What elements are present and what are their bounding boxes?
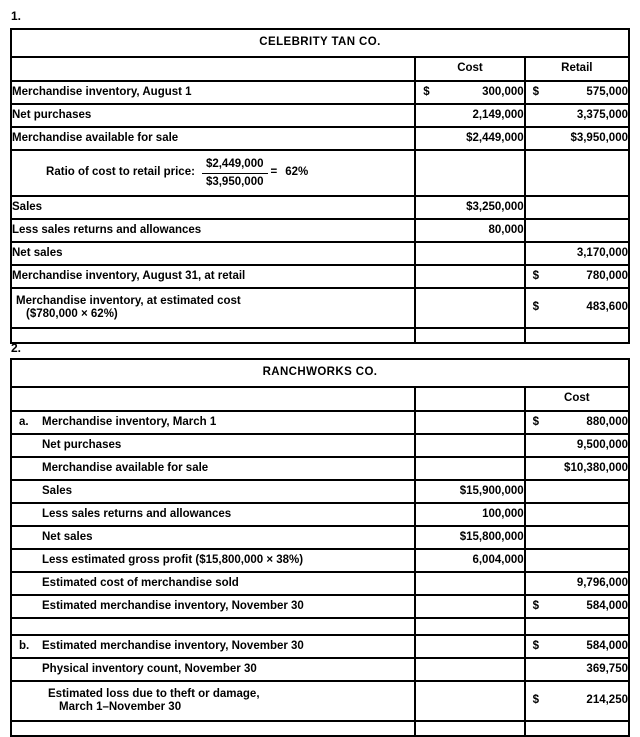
- table-row: [11, 457, 629, 480]
- row-mid-value: [415, 572, 524, 595]
- column-header-mid-blank: [415, 387, 524, 411]
- column-header-blank: [11, 387, 415, 411]
- row-cost-value: [525, 480, 629, 503]
- row-mid-value: [415, 658, 524, 681]
- table-row: [11, 411, 629, 434]
- row-cost-value: [525, 635, 629, 658]
- amount: 2,149,000: [472, 108, 524, 121]
- row-mid-value: [415, 434, 524, 457]
- row-mid-value: [415, 681, 524, 721]
- row-cost-value: [525, 658, 629, 681]
- row-label-text: Merchandise available for sale: [42, 461, 209, 474]
- amount: 214,250: [586, 694, 628, 707]
- row-retail-value: [525, 81, 629, 104]
- row-label-text: Net sales: [42, 530, 93, 543]
- row-label: [11, 434, 415, 457]
- row-marker: b.: [19, 639, 30, 652]
- row-cost-value: [415, 288, 524, 328]
- row-label: Net purchases: [11, 104, 415, 127]
- table-row: [11, 658, 629, 681]
- dollar-sign: $: [532, 639, 540, 652]
- problem-1-number: 1.: [11, 9, 22, 23]
- table-row-estimated-cost: [11, 288, 629, 328]
- row-cost-value: [525, 411, 629, 434]
- table-spacer-row: [11, 618, 629, 635]
- dollar-sign: $: [532, 85, 540, 98]
- table-1-title: CELEBRITY TAN CO.: [11, 29, 629, 57]
- table-row: [11, 81, 629, 104]
- amount: $10,380,000: [564, 461, 628, 474]
- table-row: [11, 127, 629, 150]
- column-header-cost: Cost: [525, 387, 629, 411]
- row-cost-value: [525, 434, 629, 457]
- dollar-sign: $: [532, 694, 540, 707]
- row-mid-value: [415, 457, 524, 480]
- amount: 9,796,000: [576, 576, 628, 589]
- dollar-sign: $: [423, 85, 430, 98]
- amount: 9,500,000: [576, 438, 628, 451]
- amount: 483,600: [586, 301, 628, 314]
- row-marker: a.: [19, 415, 29, 428]
- table-row: [11, 549, 629, 572]
- row-cost-value: [415, 127, 524, 150]
- table-row: [11, 434, 629, 457]
- table-row: [11, 572, 629, 595]
- row-label: Merchandise inventory, August 31, at retail: [11, 265, 415, 288]
- ratio-row: [11, 150, 629, 196]
- row-cost-value: [415, 150, 524, 196]
- row-label: [11, 288, 415, 328]
- row-label: [11, 480, 415, 503]
- row-label-line-1: Estimated loss due to theft or damage,: [48, 687, 260, 700]
- amount: $3,950,000: [570, 131, 628, 144]
- table-title-row: [11, 359, 629, 387]
- problem-2-number: 2.: [11, 341, 22, 355]
- ratio-label: Ratio of cost to retail price:: [46, 166, 195, 179]
- row-retail-value: [525, 219, 629, 242]
- row-mid-value: [415, 411, 524, 434]
- row-label: [11, 526, 415, 549]
- row-cost-value: [415, 81, 524, 104]
- table-title-row: [11, 29, 629, 57]
- row-label: Merchandise available for sale: [11, 127, 415, 150]
- row-cost-value: [525, 526, 629, 549]
- row-label-line-2: March 1–November 30: [59, 701, 182, 713]
- empty-cell: [11, 618, 415, 635]
- table-row: [11, 595, 629, 618]
- amount: 584,000: [586, 599, 628, 612]
- row-cost-value: [415, 242, 524, 265]
- amount: 780,000: [586, 269, 628, 282]
- row-label-line-1: Merchandise inventory, at estimated cost: [16, 294, 241, 307]
- dollar-sign: $: [532, 301, 540, 314]
- row-retail-value: [525, 127, 629, 150]
- row-label: Sales: [11, 196, 415, 219]
- row-label: [11, 572, 415, 595]
- column-header-retail: Retail: [525, 57, 629, 81]
- row-cost-value: [525, 549, 629, 572]
- row-label: [11, 503, 415, 526]
- row-retail-value: [525, 150, 629, 196]
- row-mid-value: $15,900,000: [415, 480, 524, 503]
- table-empty-row: [11, 328, 629, 343]
- row-cost-value: [525, 595, 629, 618]
- row-cost-value: [415, 265, 524, 288]
- amount: $2,449,000: [466, 131, 524, 144]
- amount: 80,000: [488, 223, 524, 236]
- ratio-result: 62%: [285, 166, 309, 179]
- fraction-denominator: $3,950,000: [202, 173, 268, 189]
- row-label-text: Estimated merchandise inventory, November 30: [42, 639, 304, 652]
- table-row: [11, 196, 629, 219]
- table-row: [11, 480, 629, 503]
- row-label: [11, 658, 415, 681]
- amount: 584,000: [586, 639, 628, 652]
- table-row-estimated-loss: [11, 681, 629, 721]
- empty-cell: [11, 721, 415, 736]
- empty-cell: [525, 328, 629, 343]
- row-cost-value: [415, 104, 524, 127]
- dollar-sign: $: [532, 599, 540, 612]
- row-label: Merchandise inventory, August 1: [11, 81, 415, 104]
- table-row: [11, 104, 629, 127]
- celebrity-tan-retail-method-table: [10, 28, 630, 344]
- row-cost-value: [525, 503, 629, 526]
- cost-to-retail-ratio-cell: [11, 150, 415, 196]
- table-header-row: [11, 57, 629, 81]
- amount: 3,170,000: [576, 246, 628, 259]
- amount: $3,250,000: [466, 200, 524, 213]
- row-label-text: Estimated cost of merchandise sold: [42, 576, 239, 589]
- fraction-numerator: $2,449,000: [205, 158, 264, 171]
- dollar-sign: $: [532, 269, 540, 282]
- row-label-text: Less sales returns and allowances: [42, 507, 232, 520]
- row-label: Net sales: [11, 242, 415, 265]
- table-row: [11, 242, 629, 265]
- column-header-blank: [11, 57, 415, 81]
- empty-cell: [525, 721, 629, 736]
- table-row: [11, 635, 629, 658]
- amount: 3,375,000: [576, 108, 628, 121]
- row-cost-value: [525, 681, 629, 721]
- row-retail-value: [525, 104, 629, 127]
- row-label-text: Net purchases: [42, 438, 122, 451]
- ratio-fraction: [202, 157, 268, 189]
- row-cost-value: [525, 457, 629, 480]
- row-retail-value: [525, 265, 629, 288]
- amount: 575,000: [586, 85, 628, 98]
- table-empty-row: [11, 721, 629, 736]
- row-label: [11, 681, 415, 721]
- row-label: [11, 595, 415, 618]
- table-row: [11, 503, 629, 526]
- amount: 300,000: [482, 85, 524, 98]
- row-label: [11, 635, 415, 658]
- row-label-text: Sales: [42, 484, 73, 497]
- row-retail-value: [525, 242, 629, 265]
- empty-cell: [415, 328, 524, 343]
- row-cost-value: [415, 196, 524, 219]
- equals-sign: =: [270, 166, 278, 179]
- row-mid-value: 100,000: [415, 503, 524, 526]
- row-mid-value: 6,004,000: [415, 549, 524, 572]
- amount: 369,750: [586, 662, 628, 675]
- row-label-text: Estimated merchandise inventory, November 30: [42, 599, 304, 612]
- ranchworks-gross-profit-method-table: [10, 358, 630, 737]
- row-retail-value: [525, 288, 629, 328]
- table-2-title: RANCHWORKS CO.: [11, 359, 629, 387]
- row-cost-value: [415, 219, 524, 242]
- row-retail-value: [525, 196, 629, 219]
- row-label-line-2: ($780,000 × 62%): [26, 308, 118, 320]
- dollar-sign: $: [532, 415, 540, 428]
- row-label-text: Merchandise inventory, March 1: [42, 415, 217, 428]
- empty-cell: [11, 328, 415, 343]
- row-label: [11, 411, 415, 434]
- table-row: [11, 265, 629, 288]
- row-label: [11, 457, 415, 480]
- row-label-text: Less estimated gross profit ($15,800,000 × 38%): [42, 553, 304, 566]
- empty-cell: [415, 721, 524, 736]
- row-mid-value: $15,800,000: [415, 526, 524, 549]
- table-row: [11, 219, 629, 242]
- row-mid-value: [415, 595, 524, 618]
- table-row: [11, 526, 629, 549]
- amount: 880,000: [586, 415, 628, 428]
- row-label-text: Physical inventory count, November 30: [42, 662, 257, 675]
- row-mid-value: [415, 635, 524, 658]
- column-header-cost: Cost: [415, 57, 524, 81]
- row-label: [11, 549, 415, 572]
- empty-cell: [415, 618, 524, 635]
- empty-cell: [525, 618, 629, 635]
- row-cost-value: [525, 572, 629, 595]
- table-header-row: [11, 387, 629, 411]
- row-label: Less sales returns and allowances: [11, 219, 415, 242]
